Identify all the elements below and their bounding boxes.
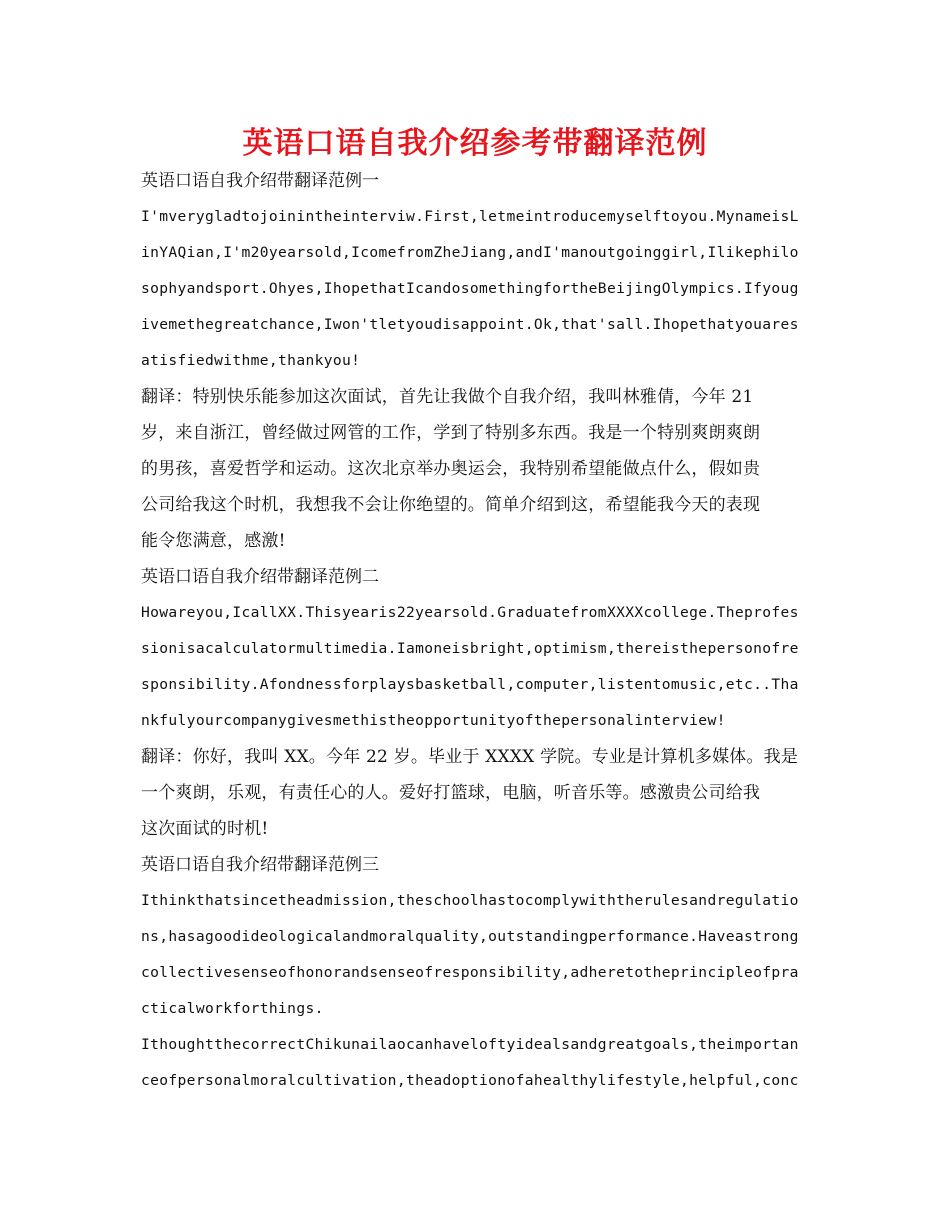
heading-text: 英语口语自我介绍带翻译范例三: [141, 855, 379, 875]
translation-paragraph: [141, 739, 811, 847]
heading-text: 英语口语自我介绍带翻译范例二: [141, 567, 379, 587]
paragraph-line: 公司给我这个时机，我想我不会让你绝望的。简单介绍到这，希望能我今天的表现: [141, 495, 761, 515]
paragraph-line: 岁，来自浙江，曾经做过网管的工作，学到了特别多东西。我是一个特别爽朗爽朗: [141, 423, 761, 443]
paragraph-line: Howareyou,IcallXX.Thisyearis22yearsold.GraduatefromXXXXcollege.Theprofes: [141, 604, 799, 621]
paragraph-line: ns,hasagoodideologicalandmoralquality,outstandingperformance.Haveastrong: [141, 928, 799, 945]
section-heading: [141, 847, 811, 883]
paragraph-line: inYAQian,I'm20yearsold,IcomefromZheJiang,andI'manoutgoinggirl,Ilikephilo: [141, 244, 799, 261]
paragraph-line: 的男孩，喜爱哲学和运动。这次北京举办奥运会，我特别希望能做点什么，假如贵: [141, 459, 761, 479]
paragraph-line: cticalworkforthings.: [141, 1000, 324, 1017]
document-body: [141, 163, 811, 1099]
paragraph-line: Ithinkthatsincetheadmission,theschoolhastocomplywiththerulesandregulatio: [141, 892, 799, 909]
paragraph-line: 一个爽朗，乐观，有责任心的人。爱好打篮球，电脑，听音乐等。感激贵公司给我: [141, 783, 761, 803]
paragraph-line: atisfiedwithme,thankyou!: [141, 352, 361, 369]
translation-paragraph: [141, 379, 811, 559]
paragraph-line: 这次面试的时机!: [141, 819, 269, 839]
paragraph-line: 翻译：你好，我叫 XX。今年 22 岁。毕业于 XXXX 学院。专业是计算机多媒体。我是: [141, 747, 799, 767]
paragraph-line: collectivesenseofhonorandsenseofresponsibility,adheretotheprincipleofpra: [141, 964, 799, 981]
paragraph-line: sophyandsport.Ohyes,IhopethatIcandosomethingfortheBeijingOlympics.Ifyoug: [141, 280, 799, 297]
english-paragraph: [141, 595, 811, 739]
paragraph-line: IthoughtthecorrectChikunailaocanhaveloftyidealsandgreatgoals,theimportan: [141, 1036, 799, 1053]
paragraph-line: sionisacalculatormultimedia.Iamoneisbright,optimism,thereisthepersonofre: [141, 640, 799, 657]
paragraph-line: nkfulyourcompanygivesmethistheopportunityofthepersonalinterview!: [141, 712, 726, 729]
english-paragraph: [141, 883, 811, 1099]
paragraph-line: I'mverygladtojoinintheinterviw.First,letmeintroducemyselftoyou.MynameisL: [141, 208, 799, 225]
heading-text: 英语口语自我介绍带翻译范例一: [141, 171, 379, 191]
paragraph-line: 翻译：特别快乐能参加这次面试，首先让我做个自我介绍，我叫林雅倩，今年 21: [141, 387, 754, 407]
paragraph-line: sponsibility.Afondnessforplaysbasketball,computer,listentomusic,etc..Tha: [141, 676, 799, 693]
paragraph-line: ceofpersonalmoralcultivation,theadoptionofahealthylifestyle,helpful,conc: [141, 1072, 799, 1089]
section-heading: [141, 559, 811, 595]
document-title: 英语口语自我介绍参考带翻译范例: [242, 126, 708, 161]
paragraph-line: ivemethegreatchance,Iwon'tletyoudisappoint.Ok,that'sall.Ihopethatyouares: [141, 316, 799, 333]
section-heading: [141, 163, 811, 199]
paragraph-line: 能令您满意，感激!: [141, 531, 286, 551]
english-paragraph: [141, 199, 811, 379]
